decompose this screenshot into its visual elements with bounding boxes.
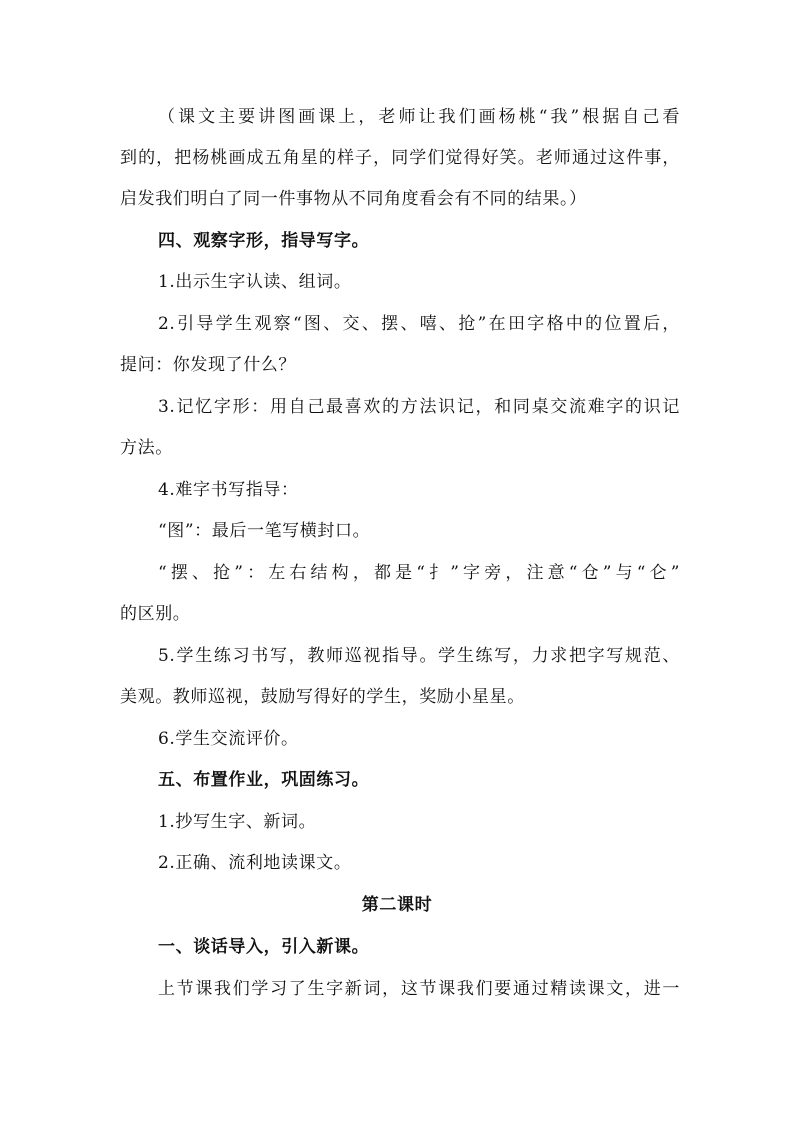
- paragraph-line: “图”：最后一笔写横封口。: [158, 521, 371, 541]
- paragraph-line: 方法。: [120, 438, 173, 458]
- paragraph-line: 到的，把杨桃画成五角星的样子，同学们觉得好笑。老师通过这件事，: [120, 148, 680, 168]
- lesson-title: 第二课时: [361, 895, 433, 915]
- paragraph-line: （课文主要讲图画课上，老师让我们画杨桃“我”根据自己看: [158, 107, 680, 127]
- list-item: 2.引导学生观察“图、交、摆、嘻、抢”在田字格中的位置后，: [158, 314, 680, 334]
- list-item: 4.难字书写指导：: [158, 480, 299, 500]
- list-item: 1.出示生字认读、组词。: [158, 272, 352, 292]
- section-heading: 五、布置作业，巩固练习。: [158, 770, 370, 790]
- paragraph-line: 美观。教师巡视，鼓励写得好的学生，奖励小星星。: [120, 687, 525, 707]
- list-item: 2.正确、流利地读课文。: [158, 853, 352, 873]
- list-item: 5.学生练习书写，教师巡视指导。学生练写，力求把字写规范、: [158, 646, 680, 666]
- paragraph-line: “摆、抢”：左右结构，都是“扌”字旁，注意“仓”与“仑”: [158, 563, 680, 583]
- list-item: 6.学生交流评价。: [158, 729, 299, 749]
- paragraph-line: 上节课我们学习了生字新词，这节课我们要通过精读课文，进一: [158, 979, 680, 999]
- paragraph-line: 的区别。: [120, 604, 191, 624]
- list-item: 3.记忆字形：用自己最喜欢的方法识记，和同桌交流难字的识记: [158, 397, 680, 417]
- section-heading: 一、谈话导入，引入新课。: [158, 937, 370, 957]
- paragraph-line: 提问：你发现了什么？: [120, 355, 296, 375]
- paragraph-line: 启发我们明白了同一件事物从不同角度看会有不同的结果。）: [120, 189, 587, 209]
- section-heading: 四、观察字形，指导写字。: [158, 231, 370, 251]
- list-item: 1.抄写生字、新词。: [158, 812, 317, 832]
